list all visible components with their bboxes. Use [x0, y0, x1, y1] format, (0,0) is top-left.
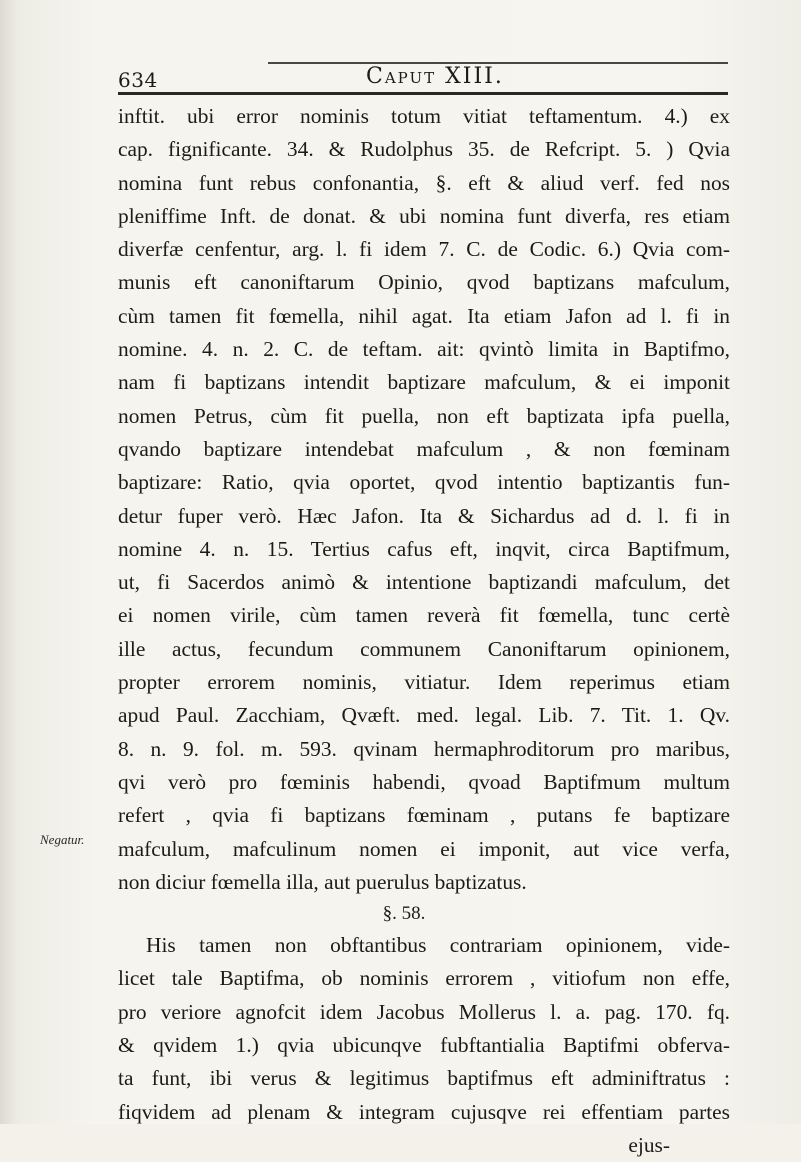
text-line: & qvidem 1.) qvia ubicunqve fubftantialia Baptifmi obferva-	[118, 1033, 730, 1058]
text-line: nam fi baptizans intendit baptizare mafculum, & ei imponit	[118, 370, 730, 395]
text-line: cap. fignificante. 34. & Rudolphus 35. de Refcript. 5. ) Qvia	[118, 137, 730, 162]
text-line: ta funt, ibi verus & legitimus baptifmus eft adminiftratus :	[118, 1066, 730, 1091]
text-line: nomine 4. n. 15. Tertius cafus eft, inqvit, circa Baptifmum,	[118, 536, 730, 561]
margin-note: Negatur.	[40, 832, 85, 847]
text-line: nomina funt rebus confonantia, §. eft & aliud verf. fed nos	[118, 170, 730, 195]
text-line: fiqvidem ad plenam & integram cujusqve rei effentiam partes	[118, 1099, 730, 1124]
body-text	[118, 100, 730, 1162]
text-line: 8. n. 9. fol. m. 593. qvinam hermaphroditorum pro maribus,	[118, 736, 730, 761]
page-header	[118, 62, 728, 94]
paragraph-1	[118, 100, 730, 899]
text-line: propter errorem nominis, vitiatur. Idem reperimus etiam	[118, 670, 730, 695]
text-line: refert , qvia fi baptizans fœminam , putans fe baptizare	[118, 803, 730, 828]
paragraph-2	[118, 929, 730, 1162]
text-line: cùm tamen fit fœmella, nihil agat. Ita etiam Jafon ad l. fi in	[118, 303, 730, 328]
header-rule	[118, 92, 728, 95]
text-line: ejus-	[628, 1132, 670, 1157]
text-line: detur fuper verò. Hæc Jafon. Ita & Sichardus ad d. l. fi in	[118, 503, 730, 528]
text-line: munis eft canoniftarum Opinio, qvod baptizans mafculum,	[118, 270, 730, 295]
text-line: licet tale Baptifma, ob nominis errorem , vitiofum non effe,	[118, 966, 730, 991]
text-line: apud Paul. Zacchiam, Qvæft. med. legal. Lib. 7. Tit. 1. Qv.	[118, 703, 730, 728]
text-line: inftit. ubi error nominis totum vitiat teftamentum. 4.) ex	[118, 104, 730, 128]
text-line: baptizare: Ratio, qvia oportet, qvod intentio baptizantis fun-	[118, 470, 730, 495]
page-edge-shadow	[0, 0, 18, 1124]
text-line: pleniffime Inft. de donat. & ubi nomina funt diverfa, res etiam	[118, 203, 730, 228]
text-line: non diciur fœmella illa, aut puerulus baptizatus.	[118, 869, 527, 894]
text-line: ille actus, fecundum communem Canoniftarum opinionem,	[118, 636, 730, 661]
text-line: nomine. 4. n. 2. C. de teftam. ait: qvintò limita in Baptifmo,	[118, 337, 730, 362]
page-number: 634	[118, 68, 158, 92]
text-line: diverfæ cenfentur, arg. l. fi idem 7. C. de Codic. 6.) Qvia com-	[118, 237, 730, 262]
text-line: pro veriore agnofcit idem Jacobus Mollerus l. a. pag. 170. fq.	[118, 999, 730, 1024]
text-line: ut, fi Sacerdos animò & intentione baptizandi mafculum, det	[118, 570, 730, 595]
text-line: nomen Petrus, cùm fit puella, non eft baptizata ipfa puella,	[118, 403, 730, 428]
text-line: His tamen non obftantibus contrariam opinionem, vide-	[146, 933, 730, 958]
text-line: qvando baptizare intendebat mafculum , & non fœminam	[118, 436, 730, 461]
running-head: Caput XIII.	[366, 64, 504, 89]
section-mark: §. 58.	[382, 903, 426, 925]
text-line: ei nomen virile, cùm tamen reverà fit fœmella, tunc certè	[118, 603, 730, 628]
text-line: mafculum, mafculinum nomen ei imponit, aut vice verfa,	[118, 836, 730, 861]
text-line: qvi verò pro fœminis habendi, qvoad Baptifmum multum	[118, 769, 730, 794]
